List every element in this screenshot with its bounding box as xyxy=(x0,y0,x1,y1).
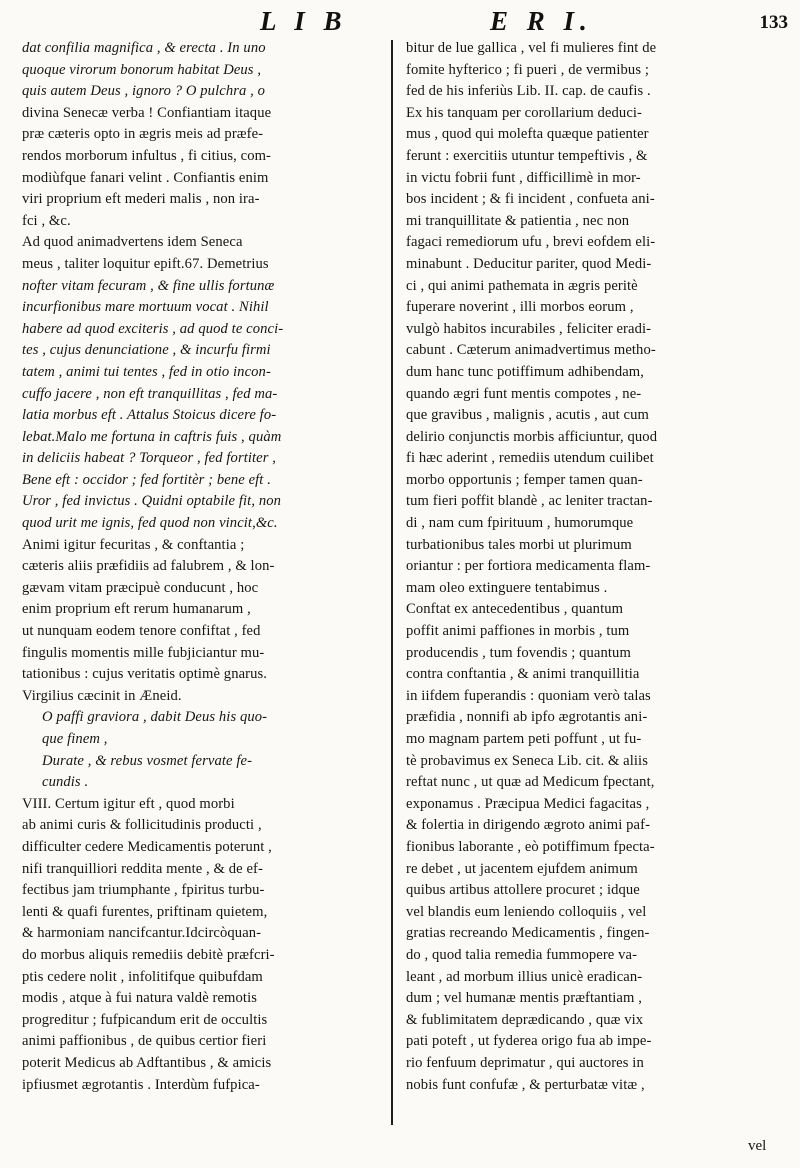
text-line: lebat.Malo me fortuna in caftris fuis , quàm xyxy=(22,428,282,445)
text-line: do , quod talia remedia fummopere va- xyxy=(406,946,638,963)
text-line: cabunt . Cæterum animadvertimus metho- xyxy=(406,342,656,359)
text-line: lenti & quafi furentes, priftinam quietem, xyxy=(22,903,268,920)
text-line: bitur de lue gallica , vel fi mulieres fint de xyxy=(406,40,657,56)
text-line: exponamus . Præcipua Medici fagacitas , xyxy=(406,795,650,812)
running-header xyxy=(30,6,790,36)
text-line: Durate , & rebus vosmet fervate fe- xyxy=(42,752,253,769)
text-line: tè probavimus ex Seneca Lib. cit. & aliis xyxy=(406,752,648,769)
text-line: rio fenfuum deprimatur , qui auctores in xyxy=(406,1054,644,1071)
text-line: cuffo jacere , non eft tranquillitas , fed ma- xyxy=(22,385,278,402)
text-line: pati poteft , ut fyderea origo fua ab impe- xyxy=(406,1033,652,1050)
text-line: gævam vitam præcipuè conducunt , hoc xyxy=(22,579,259,596)
text-line: nofter vitam fecuram , & fine ullis fortunæ xyxy=(22,277,275,294)
text-line: fagaci remediorum ufu , brevi eofdem eli- xyxy=(406,234,656,251)
text-line: di , nam cum fpirituum , humorumque xyxy=(406,515,634,532)
text-line: rendos morborum infultus , fi citius, com- xyxy=(22,147,272,164)
running-title-left: L I B xyxy=(260,6,348,36)
text-line: vel blandis eum leniendo colloquiis , vel xyxy=(406,903,647,920)
text-line: progreditur ; fufpicandum erit de occultis xyxy=(22,1011,268,1028)
text-line: minabunt . Deducitur pariter, quod Medi- xyxy=(406,255,652,272)
text-line: in deliciis habeat ? Torqueor , fed fortiter , xyxy=(22,450,277,467)
text-line: bos incident ; & fi incident , confueta ani- xyxy=(406,191,655,208)
text-line: dat confilia magnifica , & erecta . In uno xyxy=(22,40,266,56)
text-line: poterit Medicus ab Adftantibus , & amicis xyxy=(22,1054,272,1071)
text-line: mo magnam partem peti poffunt , ut fu- xyxy=(406,731,642,747)
text-line: & harmoniam nancifcantur.Idcircòquan- xyxy=(22,925,262,942)
text-line: præ cæteris opto in ægris meis ad præfe- xyxy=(22,126,264,143)
text-line: O paffi graviora , dabit Deus his quo- xyxy=(42,709,268,726)
text-line: que gravibus , malignis , acutis , aut cum xyxy=(406,407,649,424)
text-line: VIII. Certum igitur eft , quod morbi xyxy=(22,795,235,812)
text-line: & folertia in dirigendo ægroto animi paf- xyxy=(406,817,651,834)
text-line: fionibus laborante , eò potiffimum fpecta- xyxy=(406,838,655,855)
text-line: fingulis momentis mille fubjiciantur mu- xyxy=(22,644,265,661)
text-line: ut nunquam eodem tenore confiftat , fed xyxy=(22,623,261,640)
text-line: dum ; vel humanæ mentis præftantiam , xyxy=(406,990,642,1007)
text-line: ferunt : exercitiis utuntur tempeftivis , & xyxy=(406,147,648,164)
text-line: fci , &c. xyxy=(22,212,71,229)
text-line: vulgò habitos incurabiles , feliciter eradi- xyxy=(406,320,652,337)
text-line: mus , quod qui molefta quæque patienter xyxy=(406,126,649,143)
text-line: morbo opportunis ; femper tamen quan- xyxy=(406,471,643,488)
text-line: tes , cujus denunciatione , & incurfu firmi xyxy=(22,342,271,359)
text-line: Conftat ex antecedentibus , quantum xyxy=(406,601,624,618)
text-line: Virgilius cæcinit in Æneid. xyxy=(22,687,182,704)
text-line: ci , qui animi pathemata in ægris peritè xyxy=(406,277,638,294)
text-line: producendis , tum fovendis ; quantum xyxy=(406,644,631,661)
text-line: nobis funt confufæ , & perturbatæ vitæ , xyxy=(406,1076,645,1093)
text-line: animi paffionibus , de quibus certior fieri xyxy=(22,1033,267,1050)
text-line: incurfionibus mare mortuum vocat . Nihil xyxy=(22,299,269,316)
text-line: Animi igitur fecuritas , & conftantia ; xyxy=(22,536,245,553)
text-line: & fublimitatem deprædicando , quæ vix xyxy=(406,1011,644,1028)
right-text-column xyxy=(406,38,790,1096)
text-line: quando ægri funt mentis compotes , ne- xyxy=(406,385,642,402)
text-line: quibus artibus attollere procuret ; idque xyxy=(406,882,640,899)
text-line: fuperare noverint , illi morbos eorum , xyxy=(406,299,634,316)
text-line: tum fieri poffit blandè , ac leniter tractan- xyxy=(406,493,653,510)
text-line: habere ad quod exciteris , ad quod te conci- xyxy=(22,320,284,337)
column-divider xyxy=(391,40,393,1125)
text-line: delirio conjunctis morbis afficiuntur, quod xyxy=(406,428,658,445)
text-line: poffit animi paffiones in morbis , tum xyxy=(406,623,630,640)
text-line: modis , atque à fui natura valdè remotis xyxy=(22,990,257,1007)
text-line: fectibus jam triumphante , fpiritus turbu- xyxy=(22,882,265,899)
text-line: divina Senecæ verba ! Confiantiam itaque xyxy=(22,104,272,121)
text-line: meus , taliter loquitur epift.67. Demetrius xyxy=(22,255,269,272)
text-line: dum hanc tunc potiffimum adhibendam, xyxy=(406,363,644,380)
text-line: viri proprium eft mederi malis , non ira- xyxy=(22,191,260,208)
text-line: turbationibus tales morbi ut plurimum xyxy=(406,536,632,553)
text-line: ab animi curis & follicitudinis producti , xyxy=(22,817,262,834)
text-line: quis autem Deus , ignoro ? O pulchra , o xyxy=(22,83,266,100)
text-line: fed de his inferiùs Lib. II. cap. de caufis . xyxy=(406,83,651,100)
text-line: Ad quod animadvertens idem Seneca xyxy=(22,234,243,251)
text-line: tationibus : cujus veritatis optimè gnarus. xyxy=(22,666,268,683)
text-line: quoque virorum bonorum habitat Deus , xyxy=(22,61,262,78)
text-line: mam oleo extinguere tentabimus . xyxy=(406,579,608,596)
running-title-right: E R I. xyxy=(490,6,593,36)
text-line: nifi tranquilliori reddita mente , & de ef- xyxy=(22,860,263,877)
text-line: præfidia , nonnifi ab ipfo ægrotantis ani- xyxy=(406,709,648,726)
text-line: cæteris aliis præfidiis ad falubrem , & lon- xyxy=(22,558,275,575)
catchword: vel xyxy=(748,1138,767,1154)
text-line: mi tranquillitate & patientia , nec non xyxy=(406,212,630,229)
text-line: do morbus aliquis remediis debitè præfcri- xyxy=(22,946,275,963)
text-line: re debet , ut jacentem ejufdem animum xyxy=(406,860,638,877)
text-line: quod urit me ignis, fed quod non vincit,&c. xyxy=(22,515,278,532)
text-line: in iifdem fuperandis : quoniam verò talas xyxy=(406,687,651,704)
text-line: ptis cedere nolit , infolitifque quibufdam xyxy=(22,968,263,985)
text-line: enim proprium eft rerum humanarum , xyxy=(22,601,251,618)
text-line: leant , ad morbum illius unicè eradican- xyxy=(406,968,643,985)
text-line: modiùfque fanari velint . Confiantis enim xyxy=(22,169,269,186)
text-line: fomite hyfterico ; fi pueri , de vermibus ; xyxy=(406,61,650,78)
text-line: reftat nunc , ut quæ ad Medicum fpectant, xyxy=(406,774,655,791)
text-line: oriantur : per fortiora medicamenta flam- xyxy=(406,558,651,575)
text-line: ipfiusmet ægrotantis . Interdùm fufpica- xyxy=(22,1076,260,1093)
text-line: tatem , animi tui tentes , fed in otio incon- xyxy=(22,363,271,380)
text-line: in victu fobrii funt , difficillimè in mor- xyxy=(406,169,641,186)
text-line: que finem , xyxy=(42,731,108,747)
text-line: cundis . xyxy=(42,774,89,791)
text-line: gratias recreando Medicamentis , fingen- xyxy=(406,925,650,942)
text-line: difficulter cedere Medicamentis poterunt , xyxy=(22,838,272,855)
text-line: Bene eft : occidor ; fed fortitèr ; bene eft . xyxy=(22,471,271,488)
text-line: Uror , fed invictus . Quidni optabile fit, non xyxy=(22,493,282,510)
text-line: Ex his tanquam per corollarium deduci- xyxy=(406,104,643,121)
left-text-column xyxy=(22,38,377,1096)
text-line: latia morbus eft . Attalus Stoicus dicere fo- xyxy=(22,407,277,424)
text-line: fi hæc aderint , remediis utendum cuilibet xyxy=(406,450,654,467)
text-line: contra conftantia , & animi tranquillitia xyxy=(406,666,640,683)
page-number: 133 xyxy=(759,12,788,33)
